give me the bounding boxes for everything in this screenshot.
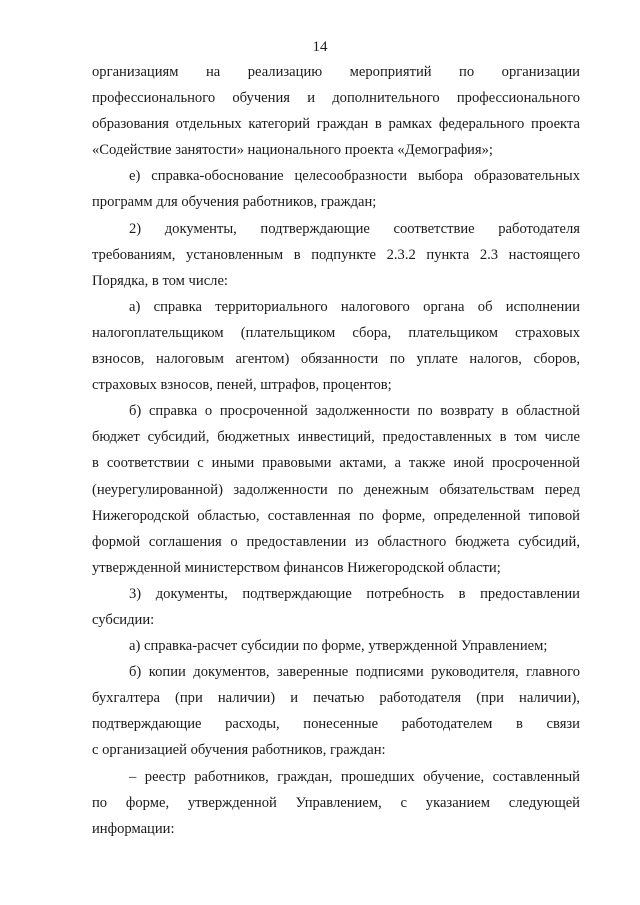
paragraph-line: образования отдельных категорий граждан в рамках федерального проекта (92, 116, 580, 133)
paragraph-line: а) справка-расчет субсидии по форме, утвержденной Управлением; (129, 638, 548, 655)
paragraph-line: формой соглашения о предоставлении из областного бюджета субсидий, (92, 533, 580, 550)
paragraph-line: «Содействие занятости» национального проекта «Демография»; (92, 142, 493, 159)
paragraph-line: бухгалтера (при наличии) и печатью работодателя (при наличии), (92, 690, 580, 707)
paragraph-line: е) справка-обоснование целесообразности выбора образовательных (129, 168, 580, 185)
paragraph-line: взносов, налоговым агентом) обязанности по уплате налогов, сборов, (92, 351, 580, 368)
paragraph (92, 659, 580, 763)
paragraph-line: профессионального обучения и дополнительного профессионального (92, 90, 580, 107)
paragraph-line: по форме, утвержденной Управлением, с указанием следующей (92, 794, 580, 811)
paragraph-line: Порядка, в том числе: (92, 272, 228, 289)
paragraph-line: с организацией обучения работников, граждан: (92, 742, 386, 759)
paragraph-line: (неурегулированной) задолженности по денежным обязательствам перед (92, 481, 580, 498)
paragraph-line: бюджет субсидий, бюджетных инвестиций, предоставленных в том числе (92, 429, 580, 446)
paragraph-line: информации: (92, 820, 175, 837)
paragraph-line: – реестр работников, граждан, прошедших обучение, составленный (129, 768, 580, 785)
paragraph (92, 59, 580, 163)
document-body (92, 59, 580, 842)
paragraph-line: утвержденной министерством финансов Нижегородской области; (92, 559, 501, 576)
paragraph (92, 216, 580, 294)
paragraph-line: 2) документы, подтверждающие соответствие работодателя (129, 220, 580, 237)
paragraph (92, 163, 580, 215)
paragraph-line: налогоплательщиком (плательщиком сбора, плательщиком страховых (92, 324, 580, 341)
page-number: 14 (312, 39, 328, 55)
paragraph-line: б) копии документов, заверенные подписями руководителя, главного (129, 664, 580, 681)
paragraph-line: в соответствии с иными правовыми актами, а также иной просроченной (92, 455, 580, 472)
paragraph (92, 398, 580, 581)
paragraph-line: страховых взносов, пеней, штрафов, процентов; (92, 377, 392, 394)
paragraph (92, 633, 580, 659)
paragraph (92, 581, 580, 633)
paragraph-line: б) справка о просроченной задолженности по возврату в областной (129, 403, 580, 420)
paragraph-line: подтверждающие расходы, понесенные работодателем в связи (92, 716, 580, 733)
paragraph-line: 3) документы, подтверждающие потребность в предоставлении (129, 585, 580, 602)
paragraph (92, 294, 580, 398)
paragraph-line: а) справка территориального налогового органа об исполнении (129, 298, 580, 315)
paragraph-line: субсидии: (92, 611, 155, 628)
paragraph (92, 764, 580, 842)
paragraph-line: Нижегородской областью, составленная по форме, определенной типовой (92, 507, 580, 524)
paragraph-line: требованиям, установленным в подпункте 2.3.2 пункта 2.3 настоящего (92, 246, 580, 263)
paragraph-line: организациям на реализацию мероприятий по организации (92, 64, 580, 80)
paragraph-line: программ для обучения работников, граждан; (92, 194, 377, 211)
